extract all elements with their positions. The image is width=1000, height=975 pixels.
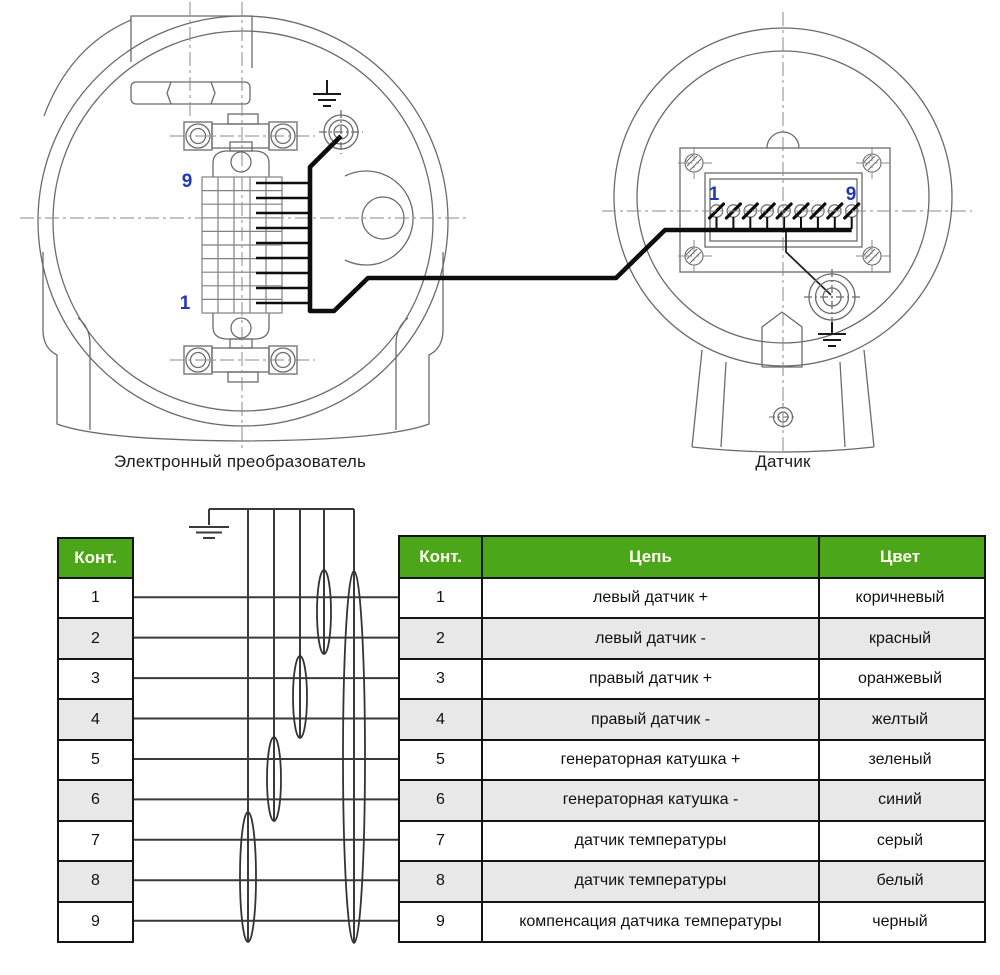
wiring-table-row xyxy=(400,577,984,617)
wiring-table-row xyxy=(400,901,984,941)
wiring-color-cell: зеленый xyxy=(818,741,980,779)
sensor-drawing xyxy=(602,12,972,455)
contact-number: 7 xyxy=(91,831,100,849)
left-table-row xyxy=(59,820,132,860)
sensor-centerlines xyxy=(602,12,972,455)
contact-number: 5 xyxy=(91,750,100,768)
wiring-table-header-row xyxy=(400,537,984,577)
wiring-color-cell: желтый xyxy=(818,700,980,738)
wiring-color-cell: оранжевый xyxy=(818,660,980,698)
left-table-row xyxy=(59,617,132,657)
flange-inner-circle xyxy=(53,31,433,411)
contact-number: 3 xyxy=(91,670,100,688)
left-table-header-row xyxy=(59,539,132,577)
contact-number: 6 xyxy=(91,791,100,809)
wiring-color-cell: красный xyxy=(818,619,980,657)
contact-number: 1 xyxy=(91,589,100,607)
transducer-contact-1-label: 1 xyxy=(179,293,191,314)
wiring-circuit-cell: компенсация датчика температуры xyxy=(481,903,818,941)
housing-shoulder xyxy=(44,20,131,116)
terminal-strip xyxy=(705,173,862,247)
sensor-ground-icon xyxy=(818,322,846,346)
wiring-contact-cell: 8 xyxy=(436,872,445,890)
harness-vertical-wires xyxy=(248,509,354,942)
left-table-row xyxy=(59,698,132,738)
sensor-label: Датчик xyxy=(755,452,811,471)
housing-tab xyxy=(131,16,252,68)
sensor-ground-wire xyxy=(786,230,831,295)
left-table-row xyxy=(59,658,132,698)
wiring-table-row xyxy=(400,658,984,698)
wiring-contact-cell: 7 xyxy=(436,831,445,849)
contact-number: 4 xyxy=(91,710,100,728)
left-table-header: Конт. xyxy=(74,548,117,567)
wiring-table-row xyxy=(400,739,984,779)
wiring-contact-cell: 6 xyxy=(436,791,445,809)
twisted-pair-loops xyxy=(240,570,365,943)
sensor-contact-9-label: 9 xyxy=(845,184,857,205)
left-table-row xyxy=(59,860,132,900)
left-table-row xyxy=(59,739,132,779)
wiring-color-cell: черный xyxy=(818,903,980,941)
transducer-drawing xyxy=(20,2,470,448)
wiring-table-row xyxy=(400,820,984,860)
contact-number: 2 xyxy=(91,629,100,647)
wiring-contact-cell: 2 xyxy=(436,629,445,647)
wiring-color-cell: серый xyxy=(818,822,980,860)
harness-ground-icon xyxy=(189,509,229,538)
transducer-contact-9-label: 9 xyxy=(181,171,193,192)
wiring-circuit-cell: левый датчик + xyxy=(481,579,818,617)
bottom-bolt-bar xyxy=(184,346,297,382)
wiring-color-cell: синий xyxy=(818,781,980,819)
wiring-circuit-cell: левый датчик - xyxy=(481,619,818,657)
wiring-circuit-cell: правый датчик - xyxy=(481,700,818,738)
wiring-table-body xyxy=(400,577,984,941)
wiring-table-row xyxy=(400,860,984,900)
wiring-table-header-color: Цвет xyxy=(818,537,980,577)
left-contacts-table xyxy=(57,537,134,943)
transducer-ground-screw xyxy=(319,110,363,154)
wiring-contact-cell: 1 xyxy=(436,589,445,607)
wiring-table-row xyxy=(400,779,984,819)
wiring-contact-cell: 9 xyxy=(436,912,445,930)
flange-outer-circle xyxy=(38,16,448,426)
left-table-row xyxy=(59,577,132,617)
wire-harness xyxy=(134,509,398,943)
wiring-table-row xyxy=(400,617,984,657)
interconnect-cable xyxy=(310,136,852,311)
wiring-circuit-cell: правый датчик + xyxy=(481,660,818,698)
wiring-color-cell: белый xyxy=(818,862,980,900)
wiring-circuit-cell: генераторная катушка - xyxy=(481,781,818,819)
wiring-contact-cell: 5 xyxy=(436,750,445,768)
transducer-ground-icon xyxy=(313,80,341,106)
contact-number: 9 xyxy=(91,912,100,930)
transducer-label: Электронный преобразователь xyxy=(113,452,367,471)
top-bolt-bar xyxy=(184,114,297,150)
wiring-circuit-cell: генераторная катушка + xyxy=(481,741,818,779)
wiring-color-cell: коричневый xyxy=(818,579,980,617)
wiring-table-row xyxy=(400,698,984,738)
harness-row-wires xyxy=(134,597,398,921)
wiring-table xyxy=(398,535,986,943)
left-table-body xyxy=(59,577,132,941)
sensor-contact-1-label: 1 xyxy=(708,184,720,205)
wiring-contact-cell: 3 xyxy=(436,670,445,688)
wiring-contact-cell: 4 xyxy=(436,710,445,728)
wiring-table-header-circuit: Цепь xyxy=(481,537,818,577)
wiring-circuit-cell: датчик температуры xyxy=(481,862,818,900)
wiring-table-header-contact: Конт. xyxy=(419,547,462,566)
housing-feet xyxy=(78,318,408,430)
wiring-circuit-cell: датчик температуры xyxy=(481,822,818,860)
housing-base xyxy=(43,252,443,441)
left-table-row xyxy=(59,901,132,941)
contact-number: 8 xyxy=(91,872,100,890)
bottom-plug xyxy=(762,312,802,367)
left-table-row xyxy=(59,779,132,819)
